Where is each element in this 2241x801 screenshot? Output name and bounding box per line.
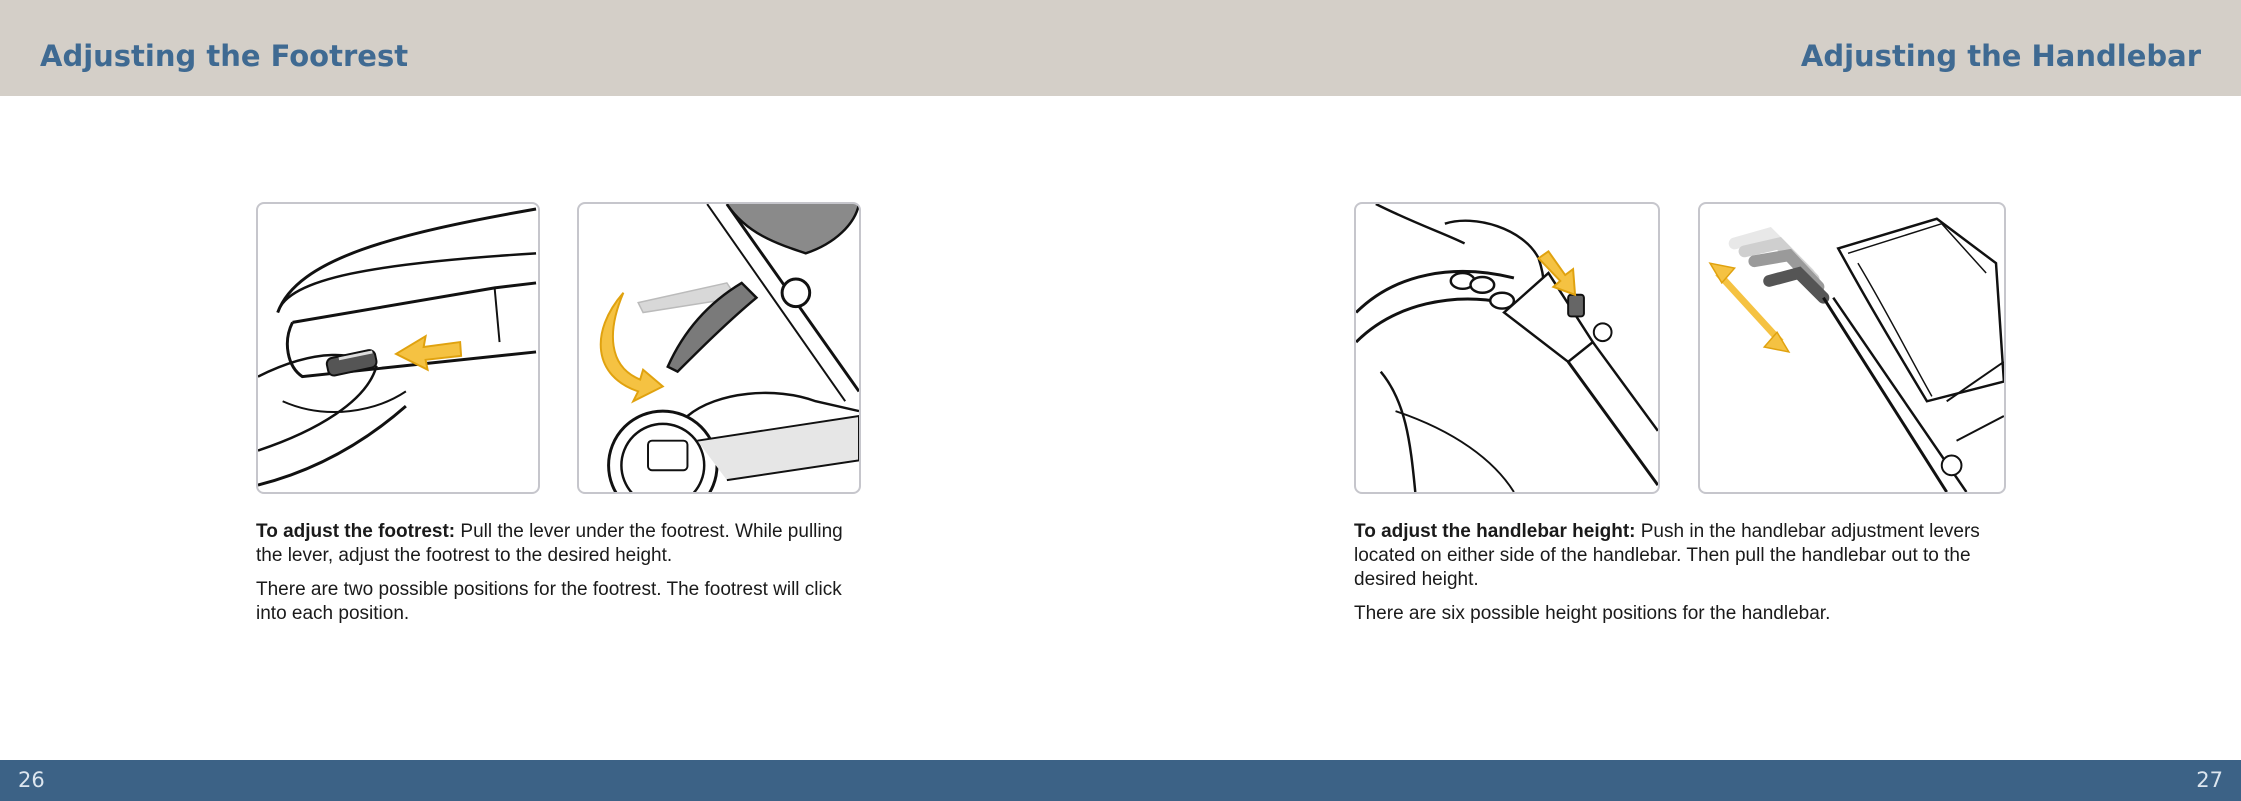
page-title-handlebar: Adjusting the Handlebar: [1800, 39, 2201, 73]
footrest-lever-illustration: [256, 202, 540, 494]
handlebar-lead: To adjust the handlebar height:: [1354, 521, 1636, 542]
handlebar-body: Push in the handlebar adjustment levers located on either side of the handlebar. Then pull the handlebar out to the desired height.: [1354, 521, 1980, 590]
page-title-footrest: Adjusting the Footrest: [40, 39, 409, 73]
footrest-note: There are two possible positions for the footrest. The footrest will click into each position.: [256, 579, 842, 624]
handlebar-instructions: [1354, 520, 2014, 636]
footrest-lead: To adjust the footrest:: [256, 521, 456, 542]
page-header: [0, 0, 2241, 96]
page-number-left: 26: [18, 768, 45, 792]
page-number-right: 27: [2196, 768, 2223, 792]
footrest-fold-illustration: [577, 202, 861, 494]
handlebar-height-illustration: [1698, 202, 2006, 494]
footrest-body: Pull the lever under the footrest. While pulling the lever, adjust the footrest to the desired height.: [256, 521, 843, 566]
footrest-instructions: [256, 520, 866, 636]
handlebar-press-illustration: [1354, 202, 1660, 494]
page-footer: [0, 760, 2241, 801]
handlebar-note: There are six possible height positions for the handlebar.: [1354, 603, 1831, 624]
